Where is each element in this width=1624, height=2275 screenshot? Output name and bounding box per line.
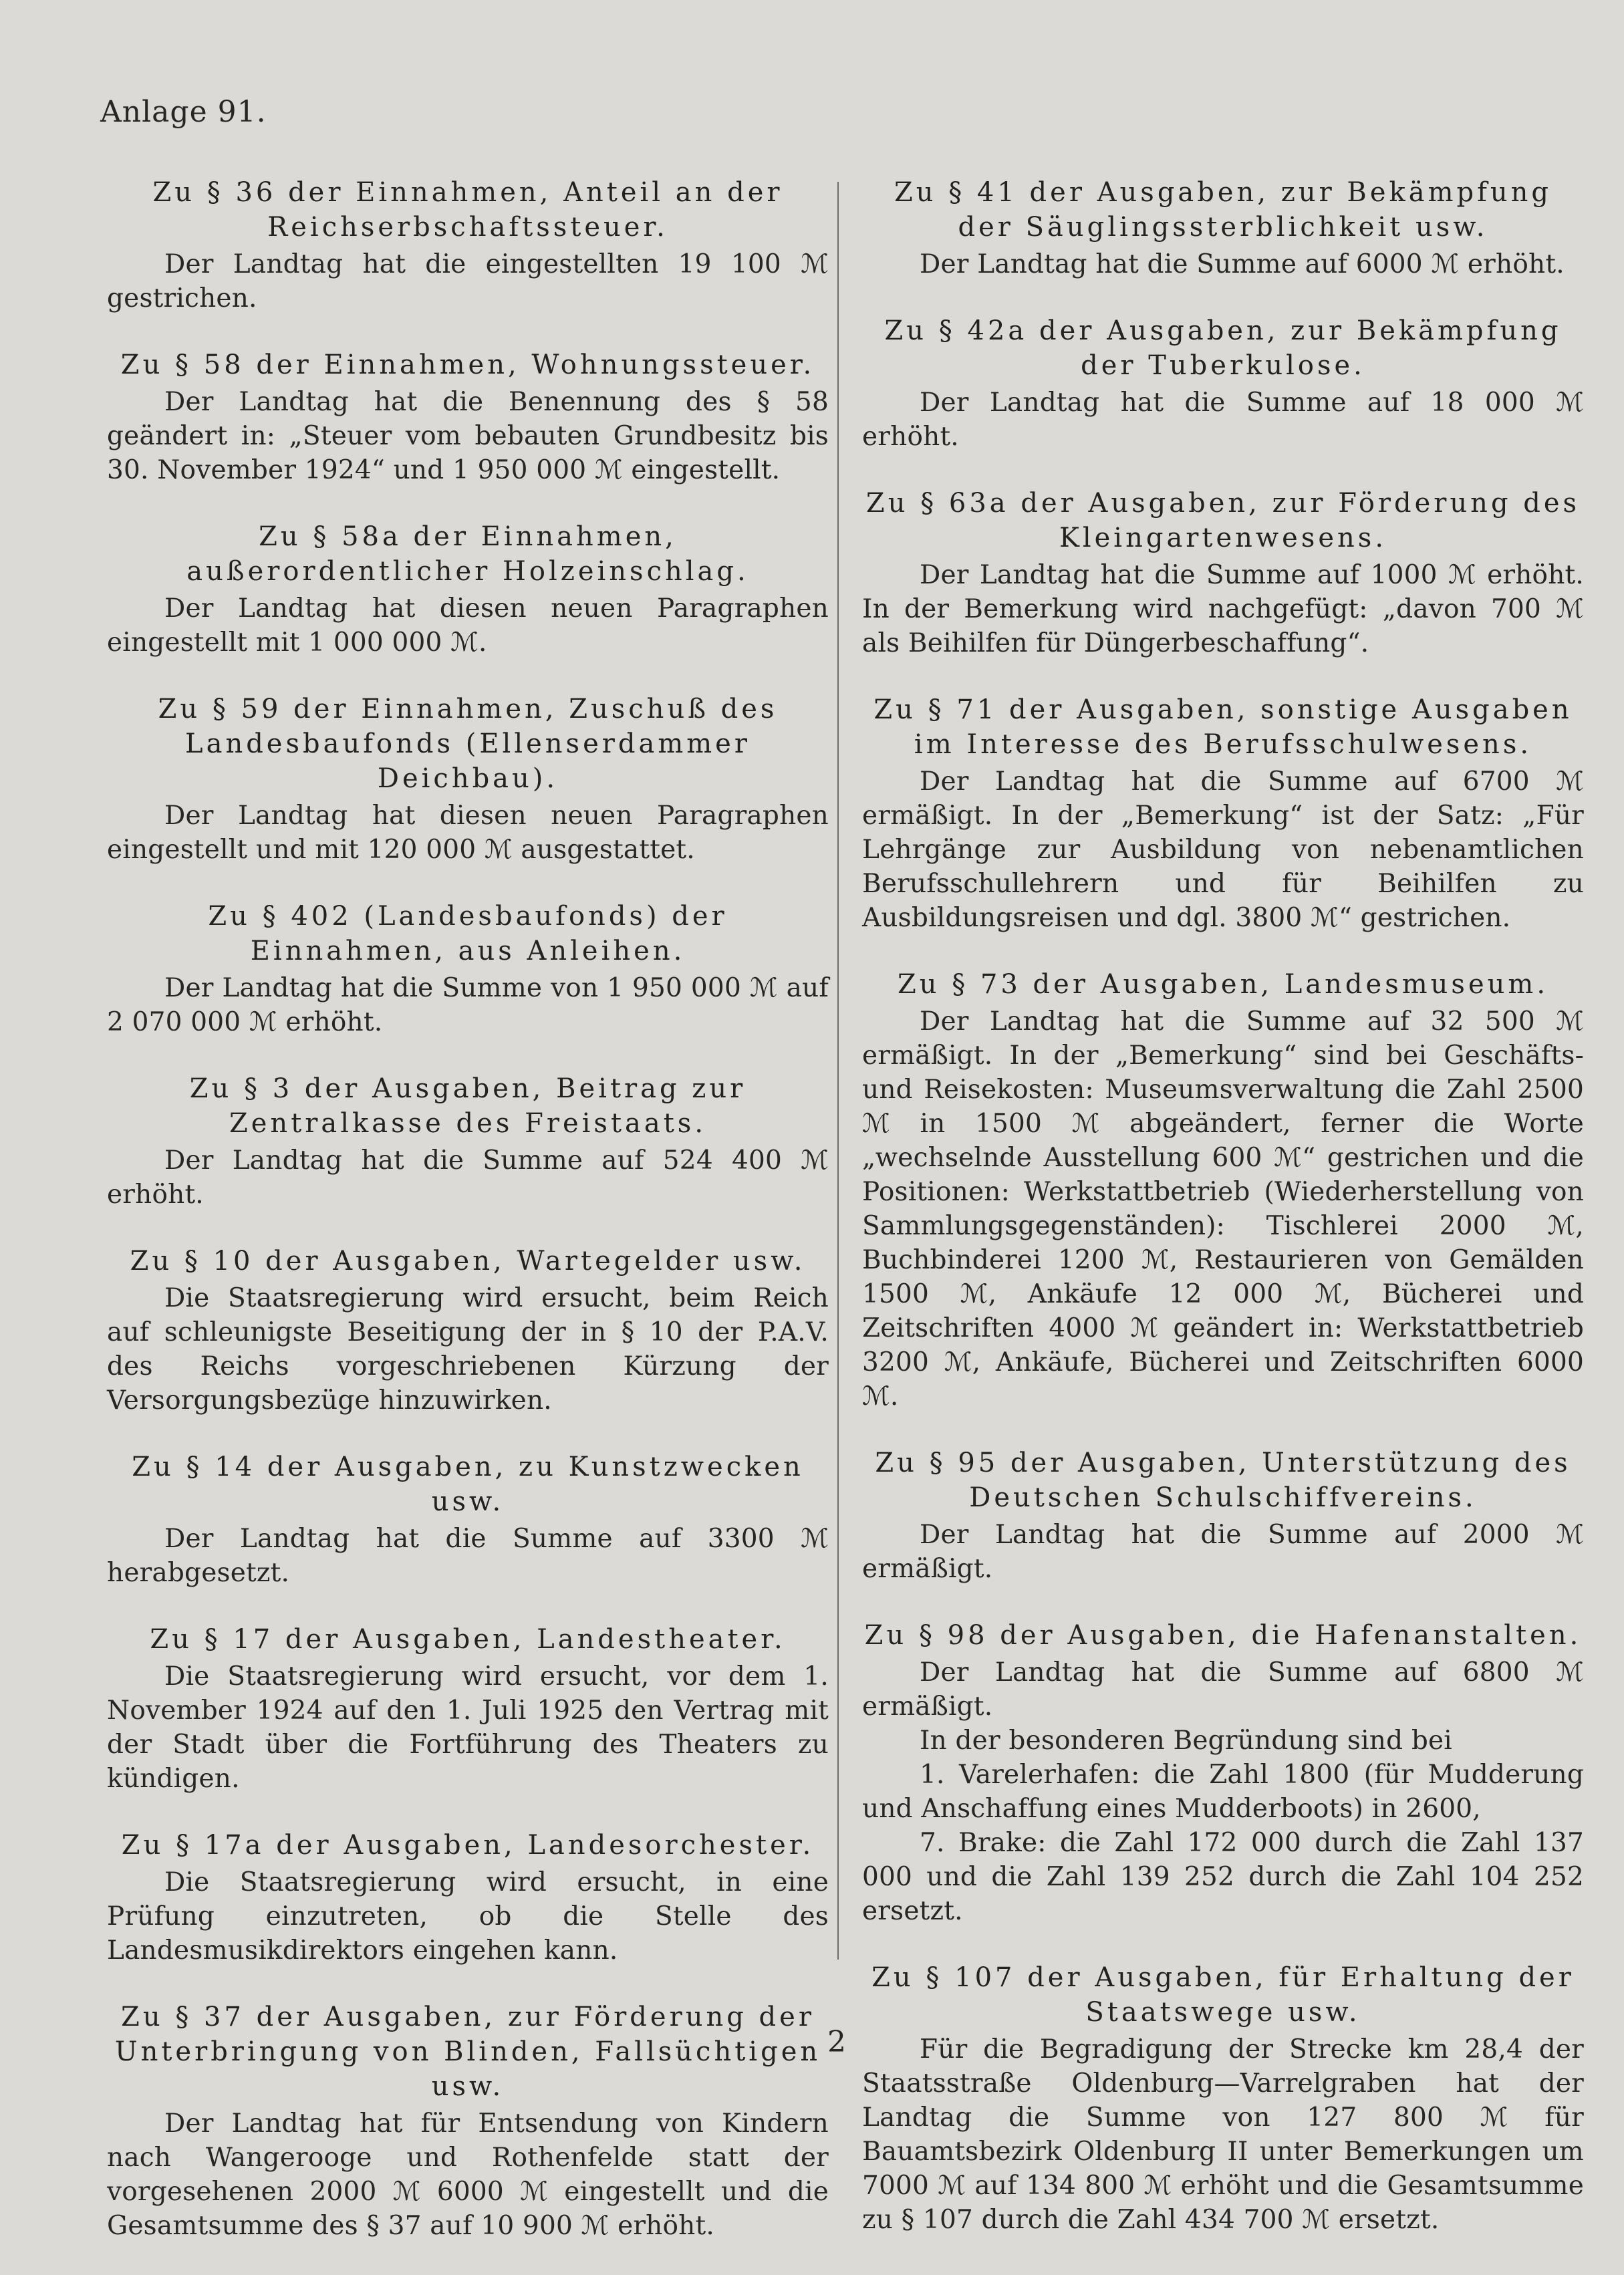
section-paragraph: Der Landtag hat die Summe auf 1000 ℳ erhöht. In der Bemerkung wird nachgefügt: „davon 700 ℳ als Beihilfen für Düngerbeschaffung“.: [862, 560, 1584, 658]
section-heading: Zu § 95 der Ausgaben, Unterstützung des Deutschen Schulschiffvereins.: [875, 1448, 1571, 1513]
section-paragraph: Der Landtag hat die Summe auf 6700 ℳ ermäßigt. In der „Bemerkung“ ist der Satz: „Für Lehrgänge zur Ausbildung von nebenamtlichen Berufsschullehrern und für Beihilfen zu Ausbildungsreisen und dgl. 3800 ℳ“ gestrichen.: [862, 767, 1584, 933]
section-heading: Zu § 58a der Einnahmen, außerordentlicher Holzeinschlag.: [186, 521, 749, 587]
section: [862, 486, 1584, 660]
section: [107, 1828, 829, 1968]
section: [862, 967, 1584, 1414]
section-paragraph: Die Staatsregierung wird ersucht, in eine Prüfung einzutreten, ob die Stelle des Landesmusikdirektors eingehen kann.: [107, 1867, 829, 1966]
section: [862, 1960, 1584, 2237]
section-paragraph: Der Landtag hat die Summe auf 524 400 ℳ erhöht.: [107, 1146, 829, 1210]
section: [107, 1622, 829, 1796]
page-number: 2: [827, 2025, 846, 2059]
section: [107, 175, 829, 315]
section-paragraph: Die Staatsregierung wird ersucht, beim Reich auf schleunigste Beseitigung der in § 10 der P.A.V. des Reichs vorgeschriebenen Kürzung der Versorgungsbezüge hinzuwirken.: [107, 1283, 829, 1416]
right-column: [862, 175, 1584, 2269]
left-column: [107, 175, 829, 2275]
section-heading: Zu § 71 der Ausgaben, sonstige Ausgaben im Interesse des Berufsschulwesens.: [873, 694, 1573, 760]
section: [107, 899, 829, 1039]
section-heading: Zu § 73 der Ausgaben, Landesmuseum.: [897, 969, 1549, 1000]
section-heading: Zu § 3 der Ausgaben, Beitrag zur Zentralkasse des Freistaats.: [189, 1073, 747, 1139]
section: [862, 692, 1584, 935]
section-paragraph: Der Landtag hat diesen neuen Paragraphen eingestellt und mit 120 000 ℳ ausgestattet.: [107, 801, 829, 865]
section: [107, 1244, 829, 1418]
section-paragraph: Die Staatsregierung wird ersucht, vor dem 1. November 1924 auf den 1. Juli 1925 den Vertrag mit der Stadt über die Fortführung des Theaters zu kündigen.: [107, 1661, 829, 1794]
section-heading: Zu § 98 der Ausgaben, die Hafenanstalten.: [864, 1620, 1582, 1651]
section-paragraph: Der Landtag hat diesen neuen Paragraphen eingestellt mit 1 000 000 ℳ.: [107, 593, 829, 658]
section: [107, 348, 829, 487]
section-paragraph: Der Landtag hat die Summe auf 32 500 ℳ ermäßigt. In der „Bemerkung“ sind bei Geschäfts- und Reisekosten: Museumsverwaltung die Zahl 2500 ℳ in 1500 ℳ abgeändert, ferner die Worte „wechselnde Ausstellung 600 ℳ“ gestrichen und die Positionen: Werkstattbetrieb (Wiederherstellung von Sammlungsgegenständen): Tischlerei 2000 ℳ, Buchbinderei 1200 ℳ, Restaurieren von Gemälden 1500 ℳ, Ankäufe 12 000 ℳ, Bücherei und Zeitschriften 4000 ℳ geändert in: Werkstattbetrieb 3200 ℳ, Ankäufe, Bücherei und Zeitschriften 6000 ℳ.: [862, 1007, 1584, 1412]
page-header: Anlage 91.: [100, 95, 267, 129]
section: [107, 2000, 829, 2243]
section: [107, 519, 829, 660]
section: [862, 1446, 1584, 1586]
section-heading: Zu § 58 der Einnahmen, Wohnungssteuer.: [120, 350, 815, 380]
section-heading: Zu § 42a der Ausgaben, zur Bekämpfung der Tuberkulose.: [884, 315, 1562, 381]
section-heading: Zu § 107 der Ausgaben, für Erhaltung der Staatswege usw.: [871, 1962, 1575, 2028]
section-heading: Zu § 14 der Ausgaben, zu Kunstzwecken usw.: [132, 1452, 804, 1517]
section-paragraph: Der Landtag hat die Benennung des § 58 geändert in: „Steuer vom bebauten Grundbesitz bis 30. November 1924“ und 1 950 000 ℳ eingestellt.: [107, 387, 829, 485]
section-paragraph: Der Landtag hat die Summe auf 2000 ℳ ermäßigt.: [862, 1520, 1584, 1584]
section-paragraph: Der Landtag hat die Summe von 1 950 000 ℳ auf 2 070 000 ℳ erhöht.: [107, 973, 829, 1037]
section: [862, 313, 1584, 454]
section-heading: Zu § 36 der Einnahmen, Anteil an der Reichserbschaftssteuer.: [152, 177, 783, 243]
section: [107, 692, 829, 867]
section: [862, 175, 1584, 281]
section-paragraph: 1. Varelerhafen: die Zahl 1800 (für Mudderung und Anschaffung eines Mudderboots) in 2600,: [862, 1760, 1584, 1824]
section-heading: Zu § 59 der Einnahmen, Zuschuß des Landesbaufonds (Ellenserdammer Deichbau).: [158, 694, 778, 794]
section-heading: Zu § 63a der Ausgaben, zur Förderung des Kleingartenwesens.: [865, 488, 1581, 553]
section: [107, 1071, 829, 1212]
section-paragraph: Für die Begradigung der Strecke km 28,4 der Staatsstraße Oldenburg—Varrelgraben hat der Landtag die Summe von 127 800 ℳ für Bauamtsbezirk Oldenburg II unter Bemerkungen um 7000 ℳ auf 134 800 ℳ erhöht und die Gesamtsumme zu § 107 durch die Zahl 434 700 ℳ ersetzt.: [862, 2034, 1584, 2235]
section-heading: Zu § 17 der Ausgaben, Landestheater.: [150, 1624, 786, 1655]
section-paragraph: 7. Brake: die Zahl 172 000 durch die Zahl 137 000 und die Zahl 139 252 durch die Zahl 104 252 ersetzt.: [862, 1828, 1584, 1926]
section-paragraph: Der Landtag hat die eingestellten 19 100 ℳ gestrichen.: [107, 249, 829, 313]
section-heading: Zu § 41 der Ausgaben, zur Bekämpfung der Säuglingssterblichkeit usw.: [894, 177, 1552, 243]
section-paragraph: Der Landtag hat die Summe auf 6000 ℳ erhöht.: [920, 249, 1565, 279]
section-paragraph: Der Landtag hat die Summe auf 3300 ℳ herabgesetzt.: [107, 1524, 829, 1588]
section-paragraph: In der besonderen Begründung sind bei: [920, 1726, 1452, 1756]
section-heading: Zu § 402 (Landesbaufonds) der Einnahmen, aus Anleihen.: [208, 901, 728, 966]
section-paragraph: Der Landtag hat die Summe auf 6800 ℳ ermäßigt.: [862, 1657, 1584, 1722]
section-paragraph: Der Landtag hat für Entsendung von Kindern nach Wangerooge und Rothenfelde statt der vorgesehenen 2000 ℳ 6000 ℳ eingestellt und die Gesamtsumme des § 37 auf 10 900 ℳ erhöht.: [107, 2109, 829, 2241]
section-heading: Zu § 17a der Ausgaben, Landesorchester.: [121, 1830, 815, 1861]
section: [107, 1450, 829, 1590]
section: [862, 1618, 1584, 1928]
section-heading: Zu § 10 der Ausgaben, Wartegelder usw.: [130, 1246, 806, 1277]
column-divider: [837, 182, 839, 1960]
section-paragraph: Der Landtag hat die Summe auf 18 000 ℳ erhöht.: [862, 388, 1584, 452]
section-heading: Zu § 37 der Ausgaben, zur Förderung der Unterbringung von Blinden, Fallsüchtigen usw.: [114, 2002, 821, 2102]
